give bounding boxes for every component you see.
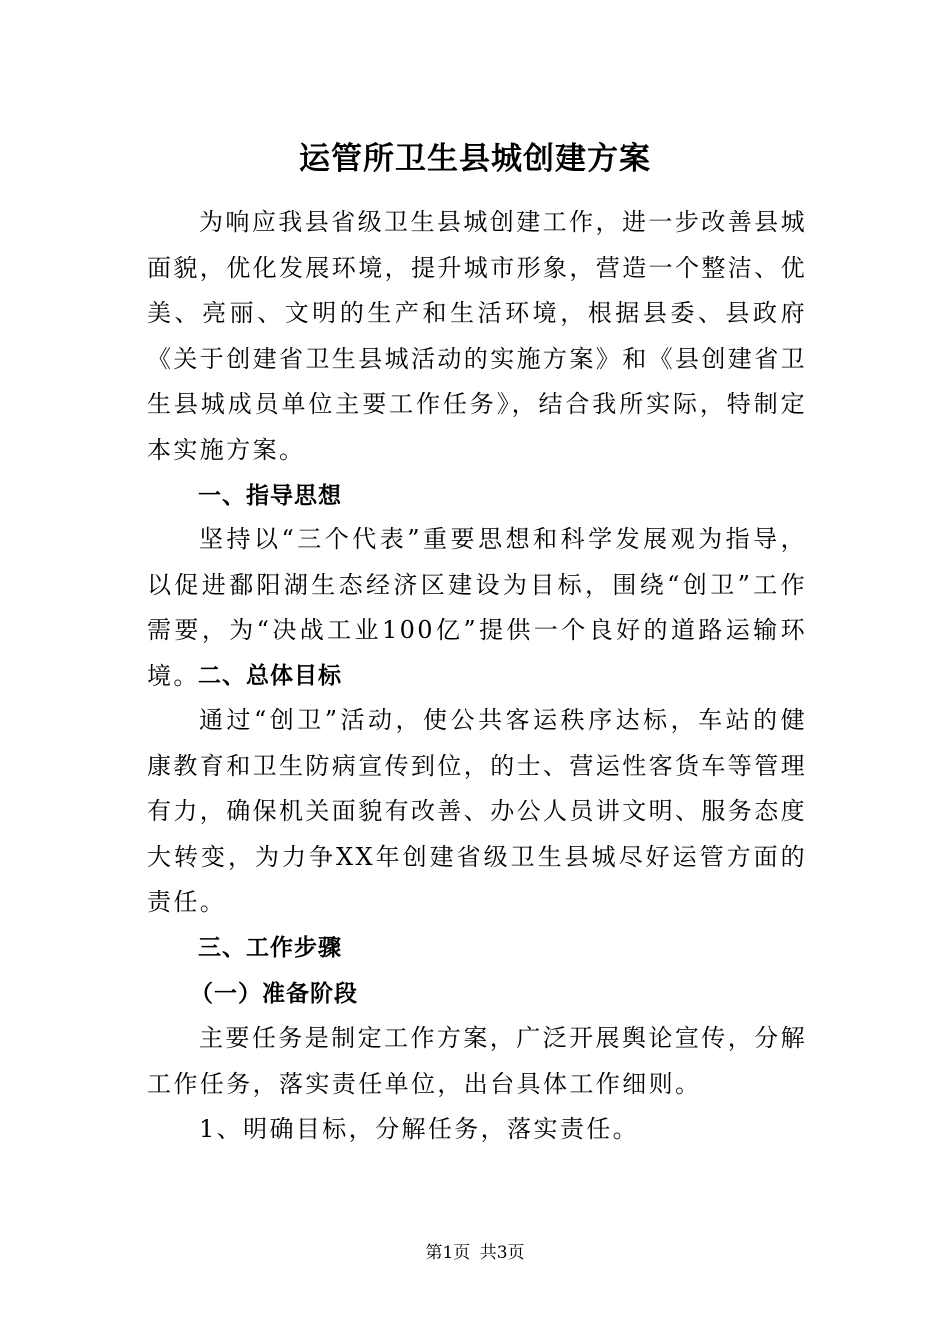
list-item-1: 1、明确目标，分解任务，落实责任。 xyxy=(199,1115,640,1143)
overall-goal-paragraph: 通过“创卫”活动，使公共客运秩序达标，车站的健康教育和卫生防病宣传到位，的士、营运性客货车等管理有力，确保机关面貌有改善、办公人员讲文明、服务态度大转变，为力争XX年创建省级卫生县城尽好运管方面的责任。 xyxy=(147,706,807,916)
section-heading-guiding-thought: 一、指导思想 xyxy=(198,483,342,509)
page-number: 第1页 xyxy=(425,1243,471,1263)
document-title: 运管所卫生县城创建方案 xyxy=(299,141,651,177)
page-total: 共3页 xyxy=(479,1243,525,1263)
section-heading-work-steps: 三、工作步骤 xyxy=(198,935,342,961)
intro-paragraph: 为响应我县省级卫生县城创建工作，进一步改善县城面貌，优化发展环境，提升城市形象，营造一个整洁、优美、亮丽、文明的生产和生活环境，根据县委、县政府《关于创建省卫生县城活动的实施方案》和《县创建省卫生县城成员单位主要工作任务》，结合我所实际，特制定本实施方案。 xyxy=(147,208,807,464)
preparation-paragraph: 主要任务是制定工作方案，广泛开展舆论宣传，分解工作任务，落实责任单位，出台具体工作细则。 xyxy=(147,1024,807,1098)
subsection-heading-preparation: （一）准备阶段 xyxy=(190,981,358,1007)
section-heading-overall-goal: 二、总体目标 xyxy=(198,663,342,689)
page-footer xyxy=(0,1238,950,1268)
guiding-thought-paragraph: 坚持以“三个代表”重要思想和科学发展观为指导，以促进鄱阳湖生态经济区建设为目标，围绕“创卫”工作需要，为“决战工业100亿”提供一个良好的道路运输环境。 xyxy=(147,525,807,690)
